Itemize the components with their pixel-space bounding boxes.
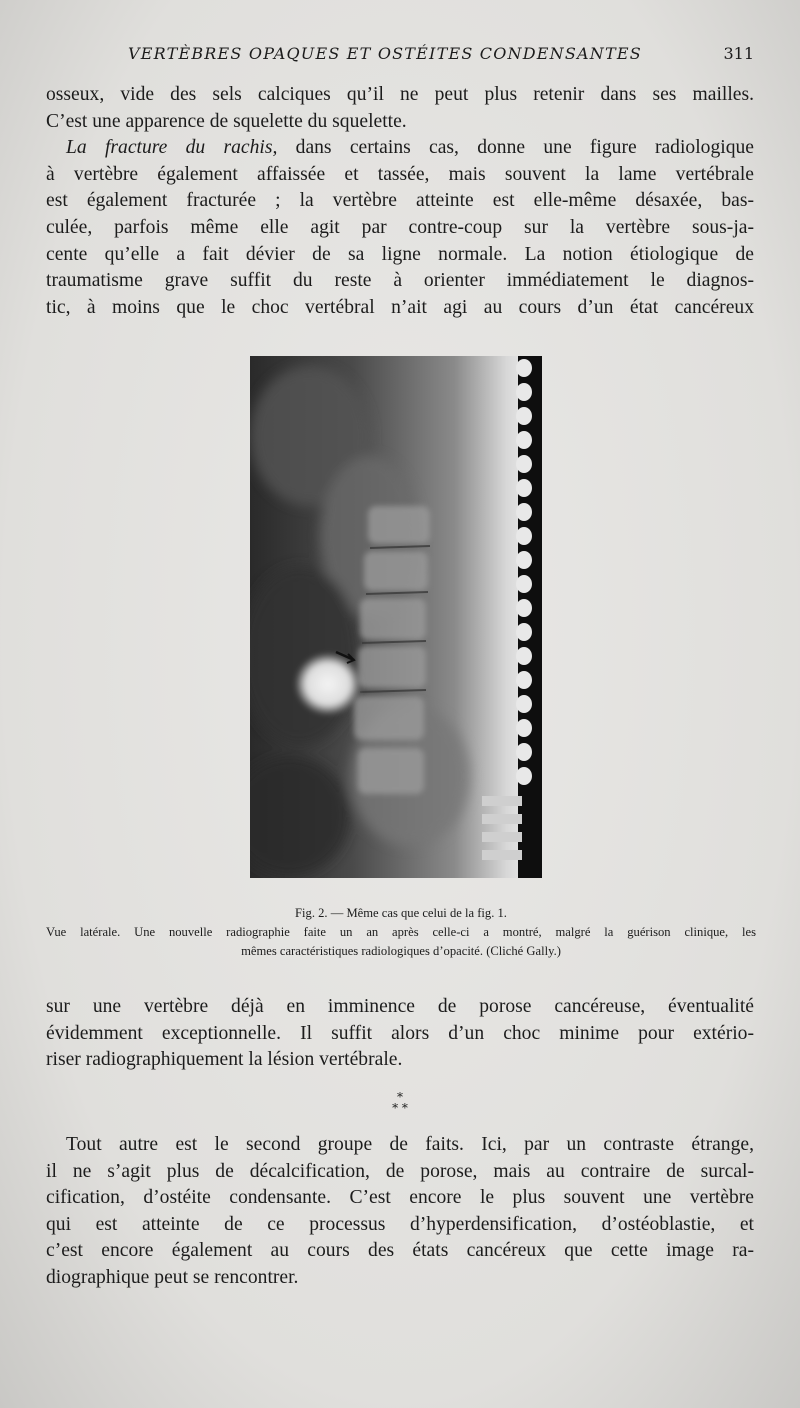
paragraph-4: [46, 1132, 754, 1292]
paragraph-1: [46, 82, 754, 321]
text-line: traumatisme grave suffit du reste à orienter immédiatement le diagnos-: [46, 270, 754, 292]
section-asterism: [380, 1092, 420, 1114]
text-line: osseux, vide des sels calciques qu’il ne peut plus retenir dans ses mailles.: [46, 84, 754, 105]
asterism-bottom: * *: [392, 1101, 408, 1115]
text-line: c’est encore également au cours des états cancéreux que cette image ra-: [46, 1240, 754, 1262]
text-line: évidemment exceptionnelle. Il suffit alors d’un choc minime pour extério-: [46, 1022, 754, 1044]
text-line: cification, d’ostéite condensante. C’est encore le plus souvent une vertèbre: [46, 1187, 754, 1209]
asterism-top: *: [397, 1090, 403, 1104]
text-line: qui est atteinte de ce processus d’hyperdensification, d’ostéoblastie, et: [46, 1213, 754, 1235]
radiograph-image: [250, 356, 542, 878]
page-header: [48, 44, 754, 70]
text-line: tic, à moins que le choc vertébral n’ait agi au cours d’un état cancéreux: [46, 296, 754, 318]
text-line: cente qu’elle a fait dévier de sa ligne normale. La notion étiologique de: [46, 243, 754, 265]
text-line: est également fracturée ; la vertèbre atteinte est elle-même désaxée, bas-: [46, 190, 754, 212]
text-line: C’est une apparence de squelette du squelette.: [46, 110, 407, 132]
text-line: Tout autre est le second groupe de faits. Ici, par un contraste étrange,: [66, 1134, 754, 1155]
text-run: dans certains cas, donne une figure radiologique: [277, 137, 754, 159]
radiograph-figure: [250, 356, 542, 878]
running-title: VERTÈBRES OPAQUES ET OSTÉITES CONDENSANTES: [128, 44, 642, 63]
italic-lead: La fracture du rachis,: [66, 137, 278, 159]
text-line: [46, 135, 754, 162]
text-line: il ne s’agit plus de décalcification, de porose, mais au contraire de surcal-: [46, 1160, 754, 1182]
paragraph-3: [46, 994, 754, 1074]
caption-line: mêmes caractéristiques radiologiques d’opacité. (Cliché Gally.): [241, 944, 561, 958]
text-line: riser radiographiquement la lésion vertébrale.: [46, 1049, 403, 1071]
text-line: culée, parfois même elle agit par contre-coup sur la vertèbre sous-ja-: [46, 216, 754, 238]
figure-caption: [46, 904, 756, 961]
caption-title: Fig. 2. — Même cas que celui de la fig. 1.: [295, 906, 507, 920]
caption-line: Vue latérale. Une nouvelle radiographie faite un an après celle-ci a montré, malgré la guérison clinique, les: [46, 925, 756, 939]
text-line: sur une vertèbre déjà en imminence de porose cancéreuse, éventualité: [46, 996, 754, 1017]
text-line: à vertèbre également affaissée et tassée, mais souvent la lame vertébrale: [46, 163, 754, 185]
text-line: diographique peut se rencontrer.: [46, 1266, 299, 1288]
page-number: 311: [723, 44, 754, 63]
